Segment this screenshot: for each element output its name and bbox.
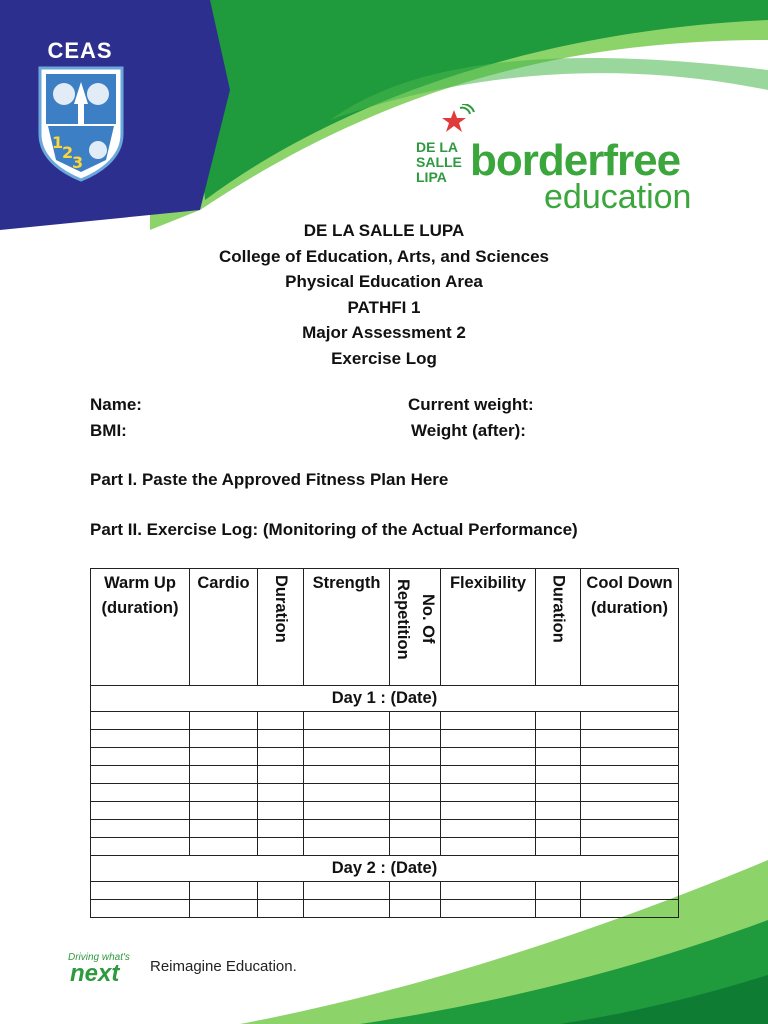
next-text: next <box>70 960 120 987</box>
table-row <box>91 730 679 748</box>
document-title: Exercise Log <box>331 348 437 368</box>
table-row <box>91 766 679 784</box>
ceas-digit-2: 2 <box>62 143 74 162</box>
dlsl-line-2: SALLE <box>416 154 462 170</box>
driving-whats-text: Driving what's <box>68 952 130 963</box>
part-2-heading: Part II. Exercise Log: (Monitoring of the Actual Performance) <box>90 520 578 539</box>
header-cardio: Cardio <box>190 569 258 686</box>
day-2-row <box>91 856 679 882</box>
ceas-digit-3: 3 <box>72 153 84 172</box>
table-row <box>91 900 679 918</box>
dlsl-line-3: LIPA <box>416 169 447 185</box>
current-weight-label: Current weight: <box>408 395 534 414</box>
star-icon <box>436 104 476 138</box>
weight-after-label: Weight (after): <box>411 421 526 440</box>
ceas-logo <box>30 38 130 188</box>
table-row <box>91 882 679 900</box>
college-name: College of Education, Arts, and Sciences <box>219 246 549 266</box>
shield-icon <box>36 64 126 182</box>
course-code: PATHFI 1 <box>347 297 421 317</box>
dlsl-text <box>416 140 466 185</box>
dlsl-line-1: DE LA <box>416 139 458 155</box>
ceas-logo-text: CEAS <box>47 38 113 63</box>
bmi-label: BMI: <box>90 421 127 440</box>
duration-2-text: Duration <box>549 575 568 643</box>
table-row <box>91 838 679 856</box>
table-row <box>91 820 679 838</box>
header-duration-1 <box>258 569 304 686</box>
area-name: Physical Education Area <box>285 272 483 291</box>
day-1-row <box>91 686 679 712</box>
header-warmup: Warm Up (duration) <box>91 569 190 686</box>
ceas-digit-1: 1 <box>52 133 64 152</box>
driving-whats-next-logo <box>68 952 148 988</box>
borderfree-word: borderfree <box>470 136 681 185</box>
exercise-log-table <box>90 568 679 918</box>
document-header <box>0 218 768 371</box>
table-header-row <box>91 569 679 686</box>
day-1-label: Day 1 : (Date) <box>91 686 679 712</box>
assessment-title: Major Assessment 2 <box>302 323 466 342</box>
header-repetition <box>390 569 441 686</box>
duration-1-text: Duration <box>272 575 290 643</box>
table-row <box>91 802 679 820</box>
table-row <box>91 748 679 766</box>
day-2-label: Day 2 : (Date) <box>91 856 679 882</box>
name-label: Name: <box>90 395 142 414</box>
table-row <box>91 784 679 802</box>
repetition-text: No. Of Repetition <box>394 578 437 660</box>
table-row <box>91 712 679 730</box>
footer-tagline: Reimagine Education. <box>150 958 297 975</box>
header-strength: Strength <box>304 569 390 686</box>
header-cooldown: Cool Down (duration) <box>581 569 679 686</box>
header-flexibility: Flexibility <box>441 569 536 686</box>
part-1-heading: Part I. Paste the Approved Fitness Plan Here <box>90 470 449 489</box>
borderfree-logo <box>416 100 726 220</box>
school-name: DE LA SALLE LUPA <box>303 221 465 240</box>
education-word: education <box>544 178 692 216</box>
header-duration-2 <box>536 569 581 686</box>
